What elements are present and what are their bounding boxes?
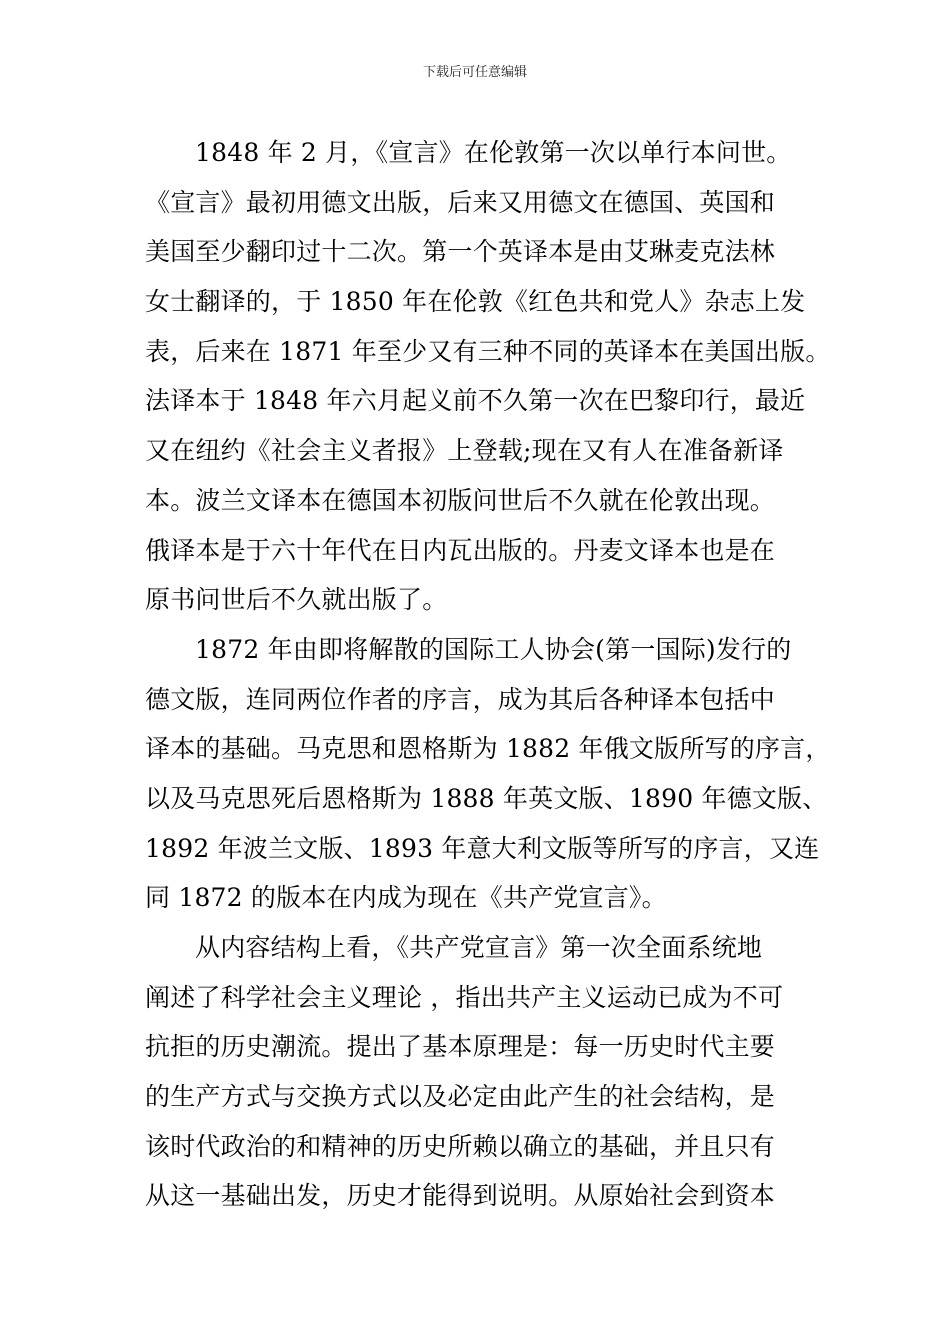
paragraph-3 — [145, 923, 815, 1221]
text-line: 译本的基础。马克思和恩格斯为 1882 年俄文版所写的序言， — [145, 734, 831, 764]
text-line: 从内容结构上看，《共产党宣言》第一次全面系统地 — [195, 933, 763, 962]
text-line: 女士翻译的，于 1850 年在伦敦《红色共和党人》杂志上发 — [145, 287, 806, 317]
text-line: 法译本于 1848 年六月起义前不久第一次在巴黎印行，最近 — [145, 386, 806, 416]
header-note: 下载后可任意编辑 — [422, 65, 527, 80]
text-line: 同 1872 的版本在内成为现在《共产党宣言》。 — [145, 883, 667, 913]
text-line: 1848 年 2 月，《宣言》在伦敦第一次以单行本问世。 — [195, 138, 792, 167]
text-line: 美国至少翻印过十二次。第一个英译本是由艾琳麦克法林 — [145, 237, 776, 267]
text-line: 抗拒的历史潮流。提出了基本原理是：每一历史时代主要 — [145, 1032, 776, 1062]
text-line: 原书问世后不久就出版了。 — [145, 585, 448, 615]
text-line: 该时代政治的和精神的历史所赖以确立的基础，并且只有 — [145, 1131, 776, 1161]
text-line: 以及马克思死后恩格斯为 1888 年英文版、1890 年德文版、 — [145, 783, 828, 813]
paragraph-2 — [145, 625, 831, 923]
body-text — [145, 128, 831, 1221]
text-line: 《宣言》最初用德文出版，后来又用德文在德国、英国和 — [145, 187, 776, 217]
text-line: 俄译本是于六十年代在日内瓦出版的。丹麦文译本也是在 — [145, 535, 776, 565]
text-line: 从这一基础出发，历史才能得到说明。从原始社会到资本 — [145, 1181, 776, 1211]
text-line: 的生产方式与交换方式以及必定由此产生的社会结构，是 — [145, 1082, 776, 1112]
text-line: 阐述了科学社会主义理论 ，指出共产主义运动已成为不可 — [145, 982, 784, 1012]
text-line: 又在纽约《社会主义者报》上登载;现在又有人在准备新译 — [145, 436, 784, 466]
text-line: 本。波兰文译本在德国本初版问世后不久就在伦敦出现。 — [145, 485, 776, 515]
text-line: 表，后来在 1871 年至少又有三种不同的英译本在美国出版。 — [145, 336, 831, 366]
paragraph-1 — [145, 128, 831, 625]
text-line: 德文版，连同两位作者的序言，成为其后各种译本包括中 — [145, 684, 776, 714]
text-line: 1892 年波兰文版、1893 年意大利文版等所写的序言，又连 — [145, 833, 820, 863]
text-line: 1872 年由即将解散的国际工人协会(第一国际)发行的 — [195, 634, 792, 664]
